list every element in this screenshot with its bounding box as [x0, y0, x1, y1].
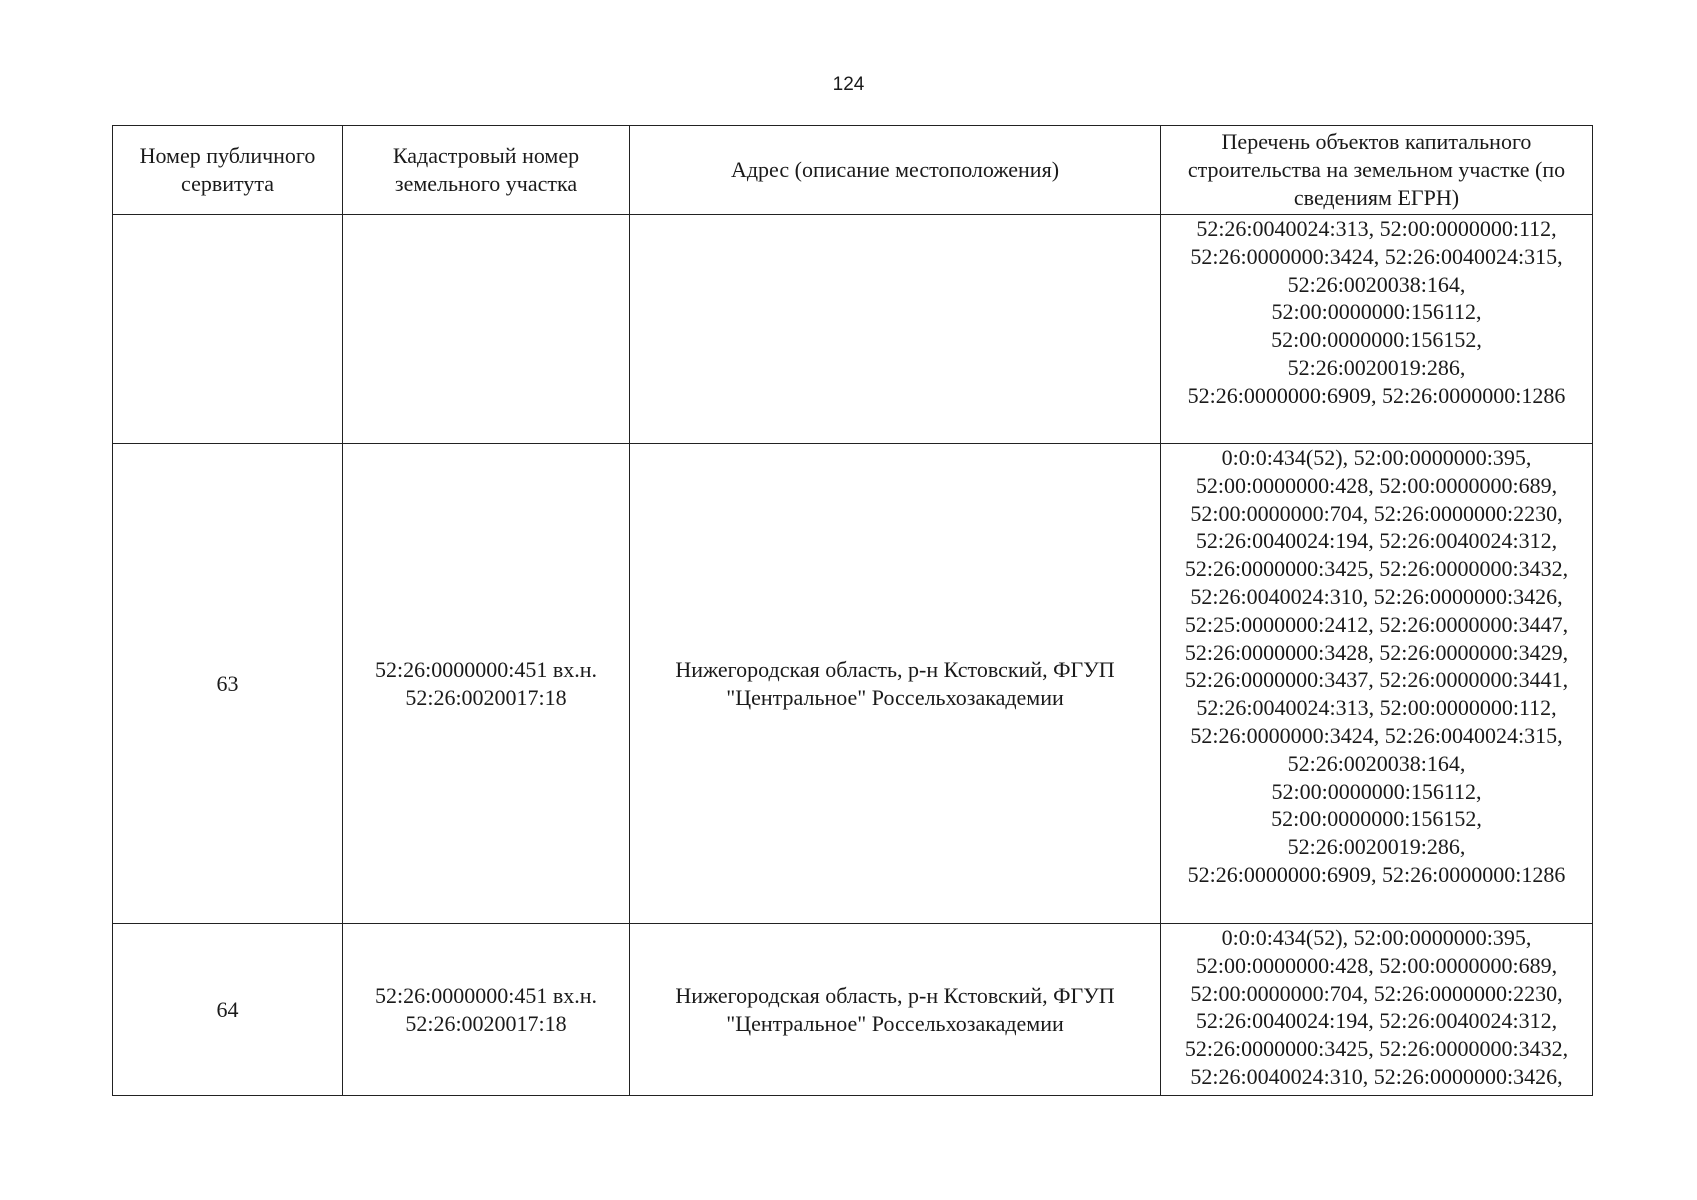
capital-object-line: 52:00:0000000:156112,	[1271, 778, 1482, 804]
address-cell	[630, 215, 1161, 444]
capital-object-line: 52:26:0000000:3428, 52:26:0000000:3429,	[1184, 639, 1569, 665]
capital-object-line: 52:26:0000000:3425, 52:26:0000000:3432,	[1184, 556, 1569, 582]
address-cell	[630, 924, 1161, 1096]
capital-object-line: 52:26:0020038:164,	[1287, 271, 1466, 297]
servitude-table	[112, 125, 1593, 1096]
cadastral-number-line: 52:26:0000000:451 вх.н.	[375, 982, 597, 1008]
cadastral-number-cell	[343, 444, 630, 924]
table-row	[113, 444, 1593, 924]
capital-object-line: 52:26:0040024:310, 52:26:0000000:3426,	[1190, 1063, 1563, 1089]
header-cadastral-number: Кадастровый номер земельного участка	[343, 126, 630, 215]
address-line: Нижегородская область, р-н Кстовский, ФГУП	[675, 656, 1115, 682]
capital-object-line: 52:26:0000000:6909, 52:26:0000000:1286	[1187, 861, 1566, 887]
header-capital-objects: Перечень объектов капитального строительства на земельном участке (по сведениям ЕГРН)	[1161, 126, 1593, 215]
capital-object-line: 52:26:0020019:286,	[1287, 834, 1466, 860]
page-number: 124	[832, 74, 865, 95]
capital-object-line: 52:25:0000000:2412, 52:26:0000000:3447,	[1184, 611, 1569, 637]
capital-objects-cell	[1161, 444, 1593, 924]
cadastral-number-line: 52:26:0000000:451 вх.н.	[375, 656, 597, 682]
capital-object-line: 52:00:0000000:704, 52:26:0000000:2230,	[1190, 980, 1563, 1006]
capital-object-line: 52:26:0000000:3424, 52:26:0040024:315,	[1190, 722, 1563, 748]
header-servitude-number: Номер публичного сервитута	[113, 126, 343, 215]
servitude-number-cell	[113, 215, 343, 444]
capital-object-line: 52:26:0040024:194, 52:26:0040024:312,	[1195, 1008, 1558, 1034]
capital-object-line: 52:00:0000000:704, 52:26:0000000:2230,	[1190, 500, 1563, 526]
address-line: "Центральное" Россельхозакадемии	[726, 1010, 1064, 1036]
capital-object-line: 52:26:0020019:286,	[1287, 354, 1466, 380]
capital-object-line: 52:26:0040024:194, 52:26:0040024:312,	[1195, 528, 1558, 554]
capital-object-line: 0:0:0:434(52), 52:00:0000000:395,	[1221, 445, 1532, 470]
servitude-number-cell: 64	[113, 924, 343, 1096]
capital-objects-cell	[1161, 215, 1593, 444]
header-row	[113, 126, 1593, 215]
cadastral-number-cell	[343, 924, 630, 1096]
capital-objects-cell	[1161, 924, 1593, 1096]
table-row	[113, 924, 1593, 1096]
cadastral-number-cell	[343, 215, 630, 444]
capital-object-line: 52:00:0000000:156152,	[1271, 327, 1482, 353]
table-row	[113, 215, 1593, 444]
cadastral-number-line: 52:26:0020017:18	[405, 1010, 567, 1036]
capital-object-line: 52:00:0000000:156152,	[1271, 806, 1482, 832]
capital-object-line: 52:26:0040024:313, 52:00:0000000:112,	[1196, 216, 1557, 241]
capital-object-line: 52:26:0040024:313, 52:00:0000000:112,	[1196, 695, 1557, 721]
capital-object-line: 52:26:0040024:310, 52:26:0000000:3426,	[1190, 583, 1563, 609]
capital-object-line: 52:26:0000000:6909, 52:26:0000000:1286	[1187, 382, 1566, 408]
capital-object-line: 52:26:0000000:3437, 52:26:0000000:3441,	[1184, 667, 1569, 693]
address-line: "Центральное" Россельхозакадемии	[726, 684, 1064, 710]
capital-object-line: 52:26:0020038:164,	[1287, 750, 1466, 776]
capital-object-line: 52:00:0000000:156112,	[1271, 299, 1482, 325]
capital-object-line: 0:0:0:434(52), 52:00:0000000:395,	[1221, 925, 1532, 950]
header-address: Адрес (описание местоположения)	[630, 126, 1161, 215]
capital-object-line: 52:00:0000000:428, 52:00:0000000:689,	[1195, 952, 1558, 978]
cadastral-number-line: 52:26:0020017:18	[405, 684, 567, 710]
address-line: Нижегородская область, р-н Кстовский, ФГУП	[675, 982, 1115, 1008]
capital-object-line: 52:26:0000000:3424, 52:26:0040024:315,	[1190, 243, 1563, 269]
capital-object-line: 52:26:0000000:3425, 52:26:0000000:3432,	[1184, 1036, 1569, 1062]
address-cell	[630, 444, 1161, 924]
capital-object-line: 52:00:0000000:428, 52:00:0000000:689,	[1195, 472, 1558, 498]
servitude-number-cell: 63	[113, 444, 343, 924]
